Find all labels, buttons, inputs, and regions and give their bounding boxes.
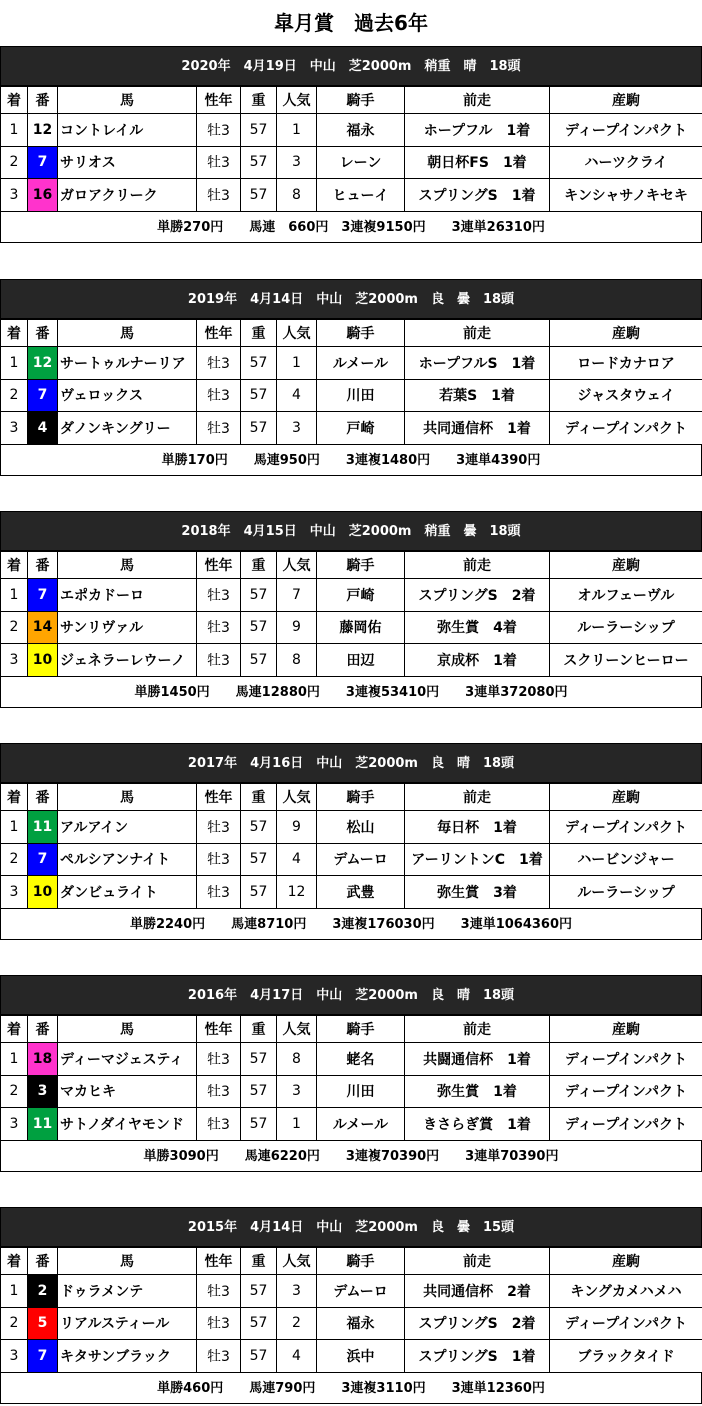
previous-race-cell: 弥生賞 4着 bbox=[405, 611, 550, 644]
sire-cell: ハービンジャー bbox=[550, 843, 702, 876]
horse-name-cell: ヴェロックス bbox=[58, 379, 197, 412]
weight-cell: 57 bbox=[241, 876, 277, 909]
jockey-cell: 松山 bbox=[317, 811, 405, 844]
number-cell: 4 bbox=[28, 412, 58, 445]
horse-name-cell: サートゥルナーリア bbox=[58, 347, 197, 380]
popularity-cell: 12 bbox=[277, 876, 317, 909]
column-header: 馬 bbox=[58, 784, 197, 811]
weight-cell: 57 bbox=[241, 347, 277, 380]
column-header: 前走 bbox=[405, 552, 550, 579]
column-header: 前走 bbox=[405, 1248, 550, 1275]
rank-cell: 2 bbox=[1, 146, 28, 179]
jockey-cell: 蛯名 bbox=[317, 1043, 405, 1076]
popularity-cell: 8 bbox=[277, 644, 317, 677]
jockey-cell: 川田 bbox=[317, 1075, 405, 1108]
number-cell: 14 bbox=[28, 611, 58, 644]
column-header: 人気 bbox=[277, 1248, 317, 1275]
table-row bbox=[1, 1307, 702, 1340]
previous-race-cell: スプリングS 2着 bbox=[405, 579, 550, 612]
race-header: 2020年 4月19日 中山 芝2000m 稍重 晴 18頭 bbox=[0, 46, 702, 86]
table-row bbox=[1, 1075, 702, 1108]
weight-cell: 57 bbox=[241, 114, 277, 147]
previous-race-cell: 弥生賞 1着 bbox=[405, 1075, 550, 1108]
column-header: 性年 bbox=[197, 1016, 241, 1043]
popularity-cell: 3 bbox=[277, 1275, 317, 1308]
column-header: 番 bbox=[28, 1248, 58, 1275]
table-header-row bbox=[1, 552, 702, 579]
table-row bbox=[1, 347, 702, 380]
sire-cell: ディープインパクト bbox=[550, 1043, 702, 1076]
jockey-cell: 浜中 bbox=[317, 1340, 405, 1373]
table-row bbox=[1, 146, 702, 179]
sire-cell: キンシャサノキセキ bbox=[550, 179, 702, 212]
table-row bbox=[1, 644, 702, 677]
column-header: 人気 bbox=[277, 552, 317, 579]
sire-cell: ディープインパクト bbox=[550, 1075, 702, 1108]
number-cell: 7 bbox=[28, 146, 58, 179]
table-row bbox=[1, 412, 702, 445]
previous-race-cell: スプリングS 1着 bbox=[405, 1340, 550, 1373]
race-block bbox=[0, 511, 702, 708]
number-cell: 3 bbox=[28, 1075, 58, 1108]
rank-cell: 3 bbox=[1, 1108, 28, 1141]
jockey-cell: レーン bbox=[317, 146, 405, 179]
sex-age-cell: 牡3 bbox=[197, 1075, 241, 1108]
table-row bbox=[1, 1340, 702, 1373]
popularity-cell: 3 bbox=[277, 146, 317, 179]
table-row bbox=[1, 876, 702, 909]
rank-cell: 2 bbox=[1, 1307, 28, 1340]
sire-cell: ロードカナロア bbox=[550, 347, 702, 380]
previous-race-cell: 共闘通信杯 1着 bbox=[405, 1043, 550, 1076]
previous-race-cell: 共同通信杯 2着 bbox=[405, 1275, 550, 1308]
column-header: 着 bbox=[1, 87, 28, 114]
results-table bbox=[0, 319, 702, 445]
rank-cell: 2 bbox=[1, 611, 28, 644]
popularity-cell: 7 bbox=[277, 579, 317, 612]
table-row bbox=[1, 179, 702, 212]
jockey-cell: 田辺 bbox=[317, 644, 405, 677]
page-title: 皐月賞 過去6年 bbox=[274, 11, 428, 35]
results-table bbox=[0, 551, 702, 677]
sex-age-cell: 牡3 bbox=[197, 114, 241, 147]
payout-row: 単勝460円 馬連790円 3連複3110円 3連単12360円 bbox=[0, 1373, 702, 1404]
jockey-cell: 藤岡佑 bbox=[317, 611, 405, 644]
column-header: 産駒 bbox=[550, 784, 702, 811]
previous-race-cell: きさらぎ賞 1着 bbox=[405, 1108, 550, 1141]
jockey-cell: デムーロ bbox=[317, 1275, 405, 1308]
horse-name-cell: ペルシアンナイト bbox=[58, 843, 197, 876]
sire-cell: ディープインパクト bbox=[550, 1108, 702, 1141]
jockey-cell: 戸崎 bbox=[317, 412, 405, 445]
number-cell: 12 bbox=[28, 347, 58, 380]
popularity-cell: 4 bbox=[277, 379, 317, 412]
horse-name-cell: ダンビュライト bbox=[58, 876, 197, 909]
race-block bbox=[0, 975, 702, 1172]
popularity-cell: 1 bbox=[277, 1108, 317, 1141]
column-header: 重 bbox=[241, 320, 277, 347]
number-cell: 11 bbox=[28, 1108, 58, 1141]
column-header: 人気 bbox=[277, 320, 317, 347]
table-row bbox=[1, 114, 702, 147]
number-cell: 10 bbox=[28, 876, 58, 909]
race-block bbox=[0, 279, 702, 476]
weight-cell: 57 bbox=[241, 1275, 277, 1308]
column-header: 着 bbox=[1, 784, 28, 811]
column-header: 産駒 bbox=[550, 1016, 702, 1043]
rank-cell: 3 bbox=[1, 179, 28, 212]
column-header: 人気 bbox=[277, 784, 317, 811]
column-header: 性年 bbox=[197, 87, 241, 114]
sire-cell: ルーラーシップ bbox=[550, 876, 702, 909]
previous-race-cell: 若葉S 1着 bbox=[405, 379, 550, 412]
sex-age-cell: 牡3 bbox=[197, 644, 241, 677]
sex-age-cell: 牡3 bbox=[197, 1043, 241, 1076]
popularity-cell: 1 bbox=[277, 114, 317, 147]
column-header: 騎手 bbox=[317, 552, 405, 579]
number-cell: 7 bbox=[28, 843, 58, 876]
horse-name-cell: ダノンキングリー bbox=[58, 412, 197, 445]
weight-cell: 57 bbox=[241, 179, 277, 212]
weight-cell: 57 bbox=[241, 379, 277, 412]
horse-name-cell: アルアイン bbox=[58, 811, 197, 844]
column-header: 馬 bbox=[58, 1248, 197, 1275]
race-header: 2019年 4月14日 中山 芝2000m 良 曇 18頭 bbox=[0, 279, 702, 319]
column-header: 馬 bbox=[58, 320, 197, 347]
horse-name-cell: サリオス bbox=[58, 146, 197, 179]
column-header: 騎手 bbox=[317, 1016, 405, 1043]
jockey-cell: 川田 bbox=[317, 379, 405, 412]
rank-cell: 2 bbox=[1, 379, 28, 412]
weight-cell: 57 bbox=[241, 644, 277, 677]
table-row bbox=[1, 843, 702, 876]
horse-name-cell: エポカドーロ bbox=[58, 579, 197, 612]
previous-race-cell: 毎日杯 1着 bbox=[405, 811, 550, 844]
race-header: 2016年 4月17日 中山 芝2000m 良 晴 18頭 bbox=[0, 975, 702, 1015]
popularity-cell: 4 bbox=[277, 843, 317, 876]
number-cell: 7 bbox=[28, 579, 58, 612]
weight-cell: 57 bbox=[241, 1043, 277, 1076]
weight-cell: 57 bbox=[241, 1108, 277, 1141]
number-cell: 7 bbox=[28, 379, 58, 412]
horse-name-cell: ディーマジェスティ bbox=[58, 1043, 197, 1076]
table-row bbox=[1, 811, 702, 844]
sex-age-cell: 牡3 bbox=[197, 811, 241, 844]
sire-cell: ジャスタウェイ bbox=[550, 379, 702, 412]
weight-cell: 57 bbox=[241, 811, 277, 844]
popularity-cell: 3 bbox=[277, 1075, 317, 1108]
sire-cell: キングカメハメハ bbox=[550, 1275, 702, 1308]
column-header: 前走 bbox=[405, 320, 550, 347]
previous-race-cell: ホープフルS 1着 bbox=[405, 347, 550, 380]
previous-race-cell: 共同通信杯 1着 bbox=[405, 412, 550, 445]
jockey-cell: 武豊 bbox=[317, 876, 405, 909]
sex-age-cell: 牡3 bbox=[197, 379, 241, 412]
sex-age-cell: 牡3 bbox=[197, 1307, 241, 1340]
table-row bbox=[1, 1275, 702, 1308]
sire-cell: ディープインパクト bbox=[550, 811, 702, 844]
table-row bbox=[1, 1043, 702, 1076]
jockey-cell: ルメール bbox=[317, 347, 405, 380]
number-cell: 5 bbox=[28, 1307, 58, 1340]
rank-cell: 1 bbox=[1, 347, 28, 380]
column-header: 前走 bbox=[405, 87, 550, 114]
popularity-cell: 2 bbox=[277, 1307, 317, 1340]
column-header: 騎手 bbox=[317, 320, 405, 347]
column-header: 性年 bbox=[197, 1248, 241, 1275]
weight-cell: 57 bbox=[241, 1340, 277, 1373]
race-block bbox=[0, 1207, 702, 1404]
rank-cell: 2 bbox=[1, 843, 28, 876]
popularity-cell: 1 bbox=[277, 347, 317, 380]
column-header: 馬 bbox=[58, 1016, 197, 1043]
previous-race-cell: スプリングS 2着 bbox=[405, 1307, 550, 1340]
column-header: 人気 bbox=[277, 1016, 317, 1043]
horse-name-cell: サトノダイヤモンド bbox=[58, 1108, 197, 1141]
column-header: 着 bbox=[1, 552, 28, 579]
previous-race-cell: スプリングS 1着 bbox=[405, 179, 550, 212]
race-header: 2015年 4月14日 中山 芝2000m 良 曇 15頭 bbox=[0, 1207, 702, 1247]
rank-cell: 1 bbox=[1, 114, 28, 147]
rank-cell: 1 bbox=[1, 811, 28, 844]
sire-cell: ハーツクライ bbox=[550, 146, 702, 179]
payout-row: 単勝3090円 馬連6220円 3連複70390円 3連単70390円 bbox=[0, 1141, 702, 1172]
previous-race-cell: 朝日杯FS 1着 bbox=[405, 146, 550, 179]
jockey-cell: デムーロ bbox=[317, 843, 405, 876]
table-header-row bbox=[1, 87, 702, 114]
weight-cell: 57 bbox=[241, 579, 277, 612]
number-cell: 18 bbox=[28, 1043, 58, 1076]
sex-age-cell: 牡3 bbox=[197, 611, 241, 644]
race-header: 2018年 4月15日 中山 芝2000m 稍重 曇 18頭 bbox=[0, 511, 702, 551]
horse-name-cell: ジェネラーレウーノ bbox=[58, 644, 197, 677]
number-cell: 2 bbox=[28, 1275, 58, 1308]
table-header-row bbox=[1, 1016, 702, 1043]
number-cell: 10 bbox=[28, 644, 58, 677]
weight-cell: 57 bbox=[241, 1075, 277, 1108]
sex-age-cell: 牡3 bbox=[197, 1340, 241, 1373]
rank-cell: 1 bbox=[1, 1043, 28, 1076]
column-header: 番 bbox=[28, 784, 58, 811]
jockey-cell: 福永 bbox=[317, 1307, 405, 1340]
previous-race-cell: ホープフル 1着 bbox=[405, 114, 550, 147]
results-table bbox=[0, 1015, 702, 1141]
column-header: 番 bbox=[28, 87, 58, 114]
column-header: 着 bbox=[1, 1016, 28, 1043]
column-header: 番 bbox=[28, 320, 58, 347]
rank-cell: 2 bbox=[1, 1075, 28, 1108]
rank-cell: 3 bbox=[1, 876, 28, 909]
rank-cell: 3 bbox=[1, 1340, 28, 1373]
sex-age-cell: 牡3 bbox=[197, 1108, 241, 1141]
column-header: 騎手 bbox=[317, 87, 405, 114]
sire-cell: ディープインパクト bbox=[550, 1307, 702, 1340]
column-header: 着 bbox=[1, 320, 28, 347]
sex-age-cell: 牡3 bbox=[197, 412, 241, 445]
number-cell: 12 bbox=[28, 114, 58, 147]
payout-row: 単勝270円 馬連 660円 3連複9150円 3連単26310円 bbox=[0, 212, 702, 243]
horse-name-cell: ガロアクリーク bbox=[58, 179, 197, 212]
sire-cell: ブラックタイド bbox=[550, 1340, 702, 1373]
column-header: 番 bbox=[28, 552, 58, 579]
column-header: 馬 bbox=[58, 87, 197, 114]
number-cell: 11 bbox=[28, 811, 58, 844]
sire-cell: ディープインパクト bbox=[550, 114, 702, 147]
rank-cell: 1 bbox=[1, 1275, 28, 1308]
rank-cell: 3 bbox=[1, 412, 28, 445]
column-header: 産駒 bbox=[550, 1248, 702, 1275]
column-header: 産駒 bbox=[550, 87, 702, 114]
popularity-cell: 9 bbox=[277, 611, 317, 644]
weight-cell: 57 bbox=[241, 412, 277, 445]
column-header: 性年 bbox=[197, 320, 241, 347]
number-cell: 7 bbox=[28, 1340, 58, 1373]
sire-cell: ディープインパクト bbox=[550, 412, 702, 445]
sex-age-cell: 牡3 bbox=[197, 843, 241, 876]
sex-age-cell: 牡3 bbox=[197, 347, 241, 380]
column-header: 人気 bbox=[277, 87, 317, 114]
sex-age-cell: 牡3 bbox=[197, 579, 241, 612]
horse-name-cell: リアルスティール bbox=[58, 1307, 197, 1340]
jockey-cell: ヒューイ bbox=[317, 179, 405, 212]
sex-age-cell: 牡3 bbox=[197, 179, 241, 212]
weight-cell: 57 bbox=[241, 1307, 277, 1340]
jockey-cell: ルメール bbox=[317, 1108, 405, 1141]
horse-name-cell: マカヒキ bbox=[58, 1075, 197, 1108]
jockey-cell: 福永 bbox=[317, 114, 405, 147]
horse-name-cell: ドゥラメンテ bbox=[58, 1275, 197, 1308]
column-header: 産駒 bbox=[550, 552, 702, 579]
table-header-row bbox=[1, 1248, 702, 1275]
weight-cell: 57 bbox=[241, 146, 277, 179]
payout-row: 単勝1450円 馬連12880円 3連複53410円 3連単372080円 bbox=[0, 677, 702, 708]
popularity-cell: 9 bbox=[277, 811, 317, 844]
table-header-row bbox=[1, 320, 702, 347]
weight-cell: 57 bbox=[241, 843, 277, 876]
column-header: 着 bbox=[1, 1248, 28, 1275]
table-header-row bbox=[1, 784, 702, 811]
payout-row: 単勝2240円 馬連8710円 3連複176030円 3連単1064360円 bbox=[0, 909, 702, 940]
weight-cell: 57 bbox=[241, 611, 277, 644]
popularity-cell: 8 bbox=[277, 179, 317, 212]
horse-name-cell: コントレイル bbox=[58, 114, 197, 147]
horse-name-cell: サンリヴァル bbox=[58, 611, 197, 644]
rank-cell: 3 bbox=[1, 644, 28, 677]
results-table bbox=[0, 783, 702, 909]
column-header: 産駒 bbox=[550, 320, 702, 347]
column-header: 番 bbox=[28, 1016, 58, 1043]
sire-cell: スクリーンヒーロー bbox=[550, 644, 702, 677]
column-header: 性年 bbox=[197, 784, 241, 811]
sex-age-cell: 牡3 bbox=[197, 1275, 241, 1308]
sire-cell: オルフェーヴル bbox=[550, 579, 702, 612]
column-header: 重 bbox=[241, 1016, 277, 1043]
jockey-cell: 戸崎 bbox=[317, 579, 405, 612]
column-header: 重 bbox=[241, 87, 277, 114]
sex-age-cell: 牡3 bbox=[197, 146, 241, 179]
race-block bbox=[0, 743, 702, 940]
table-row bbox=[1, 579, 702, 612]
previous-race-cell: アーリントンC 1着 bbox=[405, 843, 550, 876]
table-row bbox=[1, 611, 702, 644]
popularity-cell: 4 bbox=[277, 1340, 317, 1373]
column-header: 前走 bbox=[405, 1016, 550, 1043]
results-table bbox=[0, 1247, 702, 1373]
column-header: 前走 bbox=[405, 784, 550, 811]
results-table bbox=[0, 86, 702, 212]
popularity-cell: 3 bbox=[277, 412, 317, 445]
column-header: 騎手 bbox=[317, 1248, 405, 1275]
column-header: 性年 bbox=[197, 552, 241, 579]
table-row bbox=[1, 379, 702, 412]
race-header: 2017年 4月16日 中山 芝2000m 良 晴 18頭 bbox=[0, 743, 702, 783]
rank-cell: 1 bbox=[1, 579, 28, 612]
column-header: 重 bbox=[241, 1248, 277, 1275]
column-header: 重 bbox=[241, 784, 277, 811]
previous-race-cell: 弥生賞 3着 bbox=[405, 876, 550, 909]
payout-row: 単勝170円 馬連950円 3連複1480円 3連単4390円 bbox=[0, 445, 702, 476]
sire-cell: ルーラーシップ bbox=[550, 611, 702, 644]
sex-age-cell: 牡3 bbox=[197, 876, 241, 909]
popularity-cell: 8 bbox=[277, 1043, 317, 1076]
horse-name-cell: キタサンブラック bbox=[58, 1340, 197, 1373]
previous-race-cell: 京成杯 1着 bbox=[405, 644, 550, 677]
column-header: 重 bbox=[241, 552, 277, 579]
table-row bbox=[1, 1108, 702, 1141]
column-header: 騎手 bbox=[317, 784, 405, 811]
number-cell: 16 bbox=[28, 179, 58, 212]
column-header: 馬 bbox=[58, 552, 197, 579]
race-block bbox=[0, 46, 702, 243]
